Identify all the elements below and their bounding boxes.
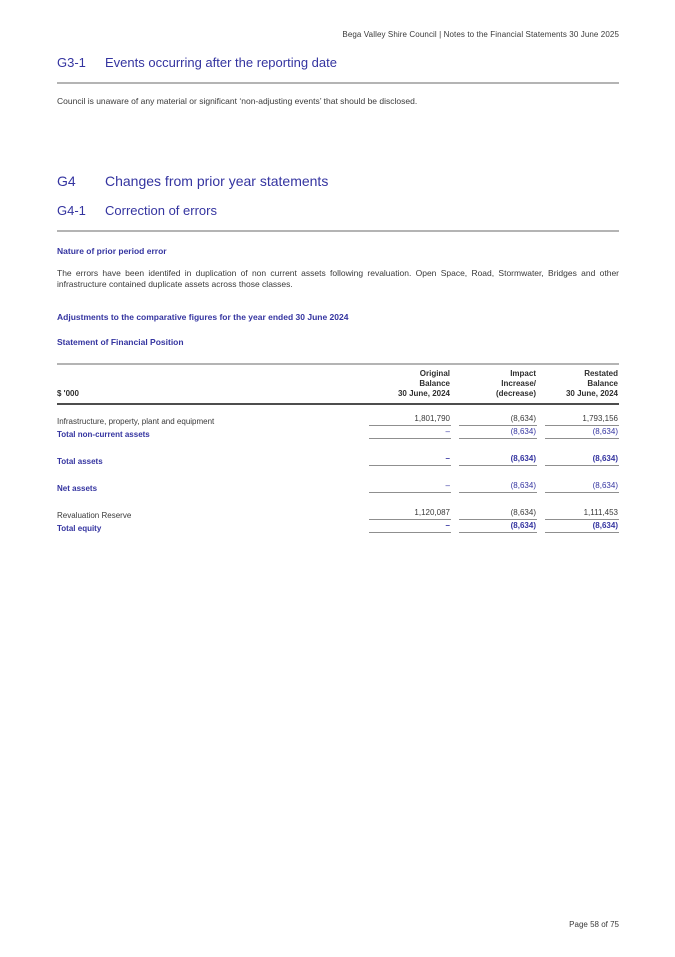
cell-impact: (8,634) [459, 413, 537, 426]
cell-original-balance: – [369, 520, 451, 533]
cell-original-balance: – [369, 426, 451, 439]
unit-column-header: $ '000 [57, 364, 361, 404]
cell-original-balance: – [369, 480, 451, 493]
cell-impact: (8,634) [459, 426, 537, 439]
section-number: G4 [57, 173, 76, 190]
heading-rule [57, 82, 619, 84]
section-number: G3-1 [57, 55, 86, 70]
table-row-total-equity [57, 520, 619, 533]
section-title: Events occurring after the reporting date [105, 55, 337, 70]
g3-1-body-paragraph: Council is unaware of any material or significant ‘non-adjusting events’ that should be disclosed. [57, 96, 418, 106]
row-label: Infrastructure, property, plant and equipment [57, 416, 215, 426]
cell-impact: (8,634) [459, 520, 537, 533]
row-label: Total non-current assets [57, 429, 150, 439]
row-label: Total assets [57, 456, 103, 466]
cell-restated-balance: 1,111,453 [545, 507, 619, 520]
table-row-total-assets [57, 453, 619, 466]
cell-restated-balance: (8,634) [545, 426, 619, 439]
page-number: Page 58 of 75 [569, 920, 619, 929]
table-spacer-row [57, 493, 619, 507]
row-label: Revaluation Reserve [57, 510, 132, 520]
table-spacer-row [57, 466, 619, 480]
section-heading-g4-1 [57, 203, 619, 218]
table-row-total-non-current-assets [57, 426, 619, 439]
cell-restated-balance: (8,634) [545, 453, 619, 466]
section-number: G4-1 [57, 203, 86, 219]
cell-impact: (8,634) [459, 507, 537, 520]
cell-restated-balance: 1,793,156 [545, 413, 619, 426]
cell-restated-balance: (8,634) [545, 480, 619, 493]
cell-impact: (8,634) [459, 453, 537, 466]
section-heading-g4 [57, 173, 619, 189]
table-row-revaluation-reserve [57, 507, 619, 520]
table-spacer-row [57, 404, 619, 413]
table-row-net-assets [57, 480, 619, 493]
g4-1-body-paragraph: The errors have been identifed in duplication of non current assets following revaluation. Open Space, Road, Stormwater, Bridges and other infrastructure contained duplicate assets across those classes. [57, 268, 619, 290]
adjustments-heading: Adjustments to the comparative figures for the year ended 30 June 2024 [57, 311, 349, 322]
column-header-original-balance: Original Balance 30 June, 2024 [361, 364, 451, 404]
nature-of-error-subheading: Nature of prior period error [57, 246, 167, 257]
row-label: Net assets [57, 483, 98, 493]
statement-heading: Statement of Financial Position [57, 336, 184, 347]
cell-restated-balance: (8,634) [545, 520, 619, 533]
table-spacer-row [57, 439, 619, 453]
section-title: Correction of errors [105, 203, 217, 219]
table-header [57, 364, 619, 404]
heading-rule [57, 230, 619, 232]
row-label: Total equity [57, 523, 102, 533]
section-title: Changes from prior year statements [105, 173, 329, 190]
section-heading-g3-1 [57, 55, 619, 70]
running-header: Bega Valley Shire Council | Notes to the Financial Statements 30 June 2025 [342, 30, 619, 39]
cell-original-balance: 1,120,087 [369, 507, 451, 520]
column-header-restated-balance: Restated Balance 30 June, 2024 [537, 364, 619, 404]
column-header-impact: Impact Increase/ (decrease) [451, 364, 537, 404]
cell-impact: (8,634) [459, 480, 537, 493]
cell-original-balance: – [369, 453, 451, 466]
financial-position-table [57, 363, 619, 533]
cell-original-balance: 1,801,790 [369, 413, 451, 426]
table-row-infrastructure [57, 413, 619, 426]
